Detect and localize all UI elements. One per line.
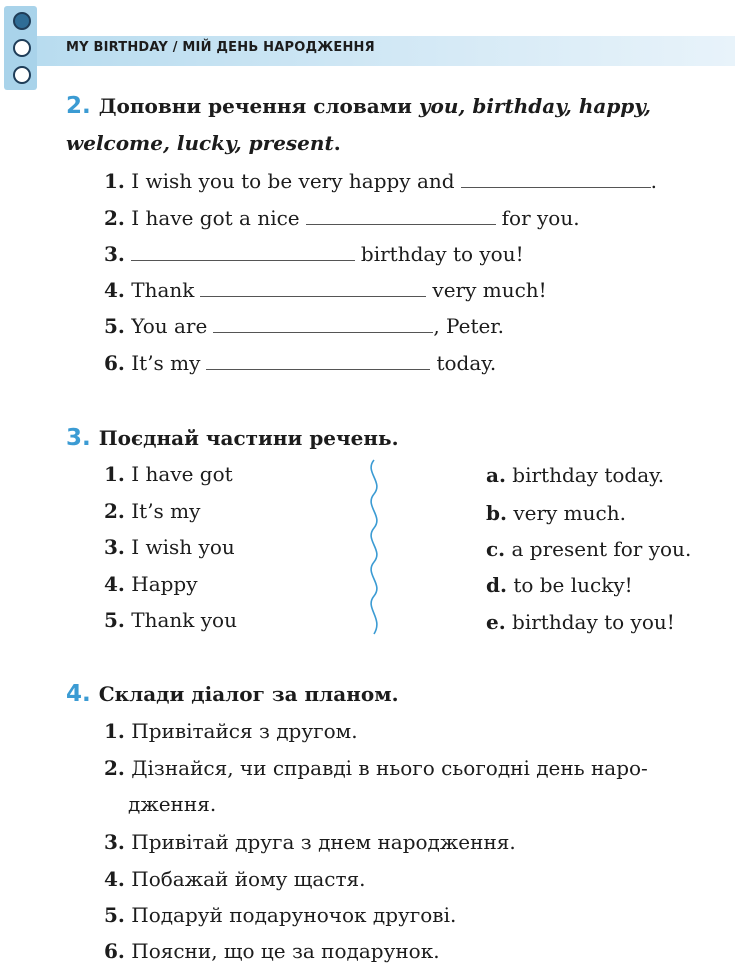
item-number: 3. <box>104 242 125 266</box>
exercise-2-number: 2. <box>66 93 91 119</box>
exercise-2-item-1 <box>104 168 657 194</box>
tab-marker-1 <box>13 12 31 30</box>
exercise-2-heading-line2: welcome, lucky, present. <box>66 131 341 155</box>
page-tab-strip <box>4 6 37 90</box>
tab-marker-3 <box>13 66 31 84</box>
match-left-2 <box>104 498 200 524</box>
item-text: Дізнайся, чи справді в нього сьогодні день наро- <box>131 756 648 780</box>
item-number: 6. <box>104 351 125 375</box>
answer-blank[interactable] <box>206 351 430 370</box>
item-letter: c. <box>486 537 506 561</box>
exercise-4-item-3 <box>104 829 516 855</box>
item-number: 5. <box>104 608 125 632</box>
item-text: дження. <box>128 792 217 816</box>
match-right-c <box>486 536 691 562</box>
match-right-b <box>486 500 626 526</box>
item-letter: a. <box>486 463 506 487</box>
exercise-2-words-1: you, birthday, happy, <box>418 94 651 118</box>
exercise-4-item-1 <box>104 718 358 744</box>
item-number: 5. <box>104 314 125 338</box>
item-text: Поясни, що це за подарунок. <box>131 939 440 963</box>
item-number: 3. <box>104 830 125 854</box>
item-number: 3. <box>104 535 125 559</box>
answer-blank[interactable] <box>461 169 651 188</box>
item-number: 1. <box>104 719 125 743</box>
item-number: 4. <box>104 278 125 302</box>
item-text-before: I have got a nice <box>131 206 300 230</box>
item-text: Побажай йому щастя. <box>131 867 366 891</box>
match-left-4 <box>104 571 198 597</box>
item-text-after: today. <box>436 351 497 375</box>
item-text-after: very much! <box>432 278 547 302</box>
answer-blank[interactable] <box>200 278 426 297</box>
item-number: 2. <box>104 756 125 780</box>
exercise-2-item-2 <box>104 205 580 231</box>
item-text-after: for you. <box>501 206 580 230</box>
exercise-3-number: 3. <box>66 425 91 451</box>
answer-blank[interactable] <box>306 206 496 225</box>
page-title: MY BIRTHDAY / МІЙ ДЕНЬ НАРОДЖЕННЯ <box>66 40 375 55</box>
exercise-4-item-6 <box>104 938 440 964</box>
exercise-4-item-4 <box>104 866 366 892</box>
item-text-before: You are <box>131 314 208 338</box>
exercise-2-item-3 <box>104 241 524 267</box>
answer-blank[interactable] <box>131 242 355 261</box>
exercise-2-item-4 <box>104 277 547 303</box>
item-text: birthday today. <box>512 463 665 487</box>
item-text: Привітайся з другом. <box>131 719 358 743</box>
item-number: 4. <box>104 572 125 596</box>
item-letter: e. <box>486 610 506 634</box>
exercise-4-item-2 <box>104 755 648 781</box>
exercise-4-heading <box>66 679 399 709</box>
item-text-before: It’s my <box>131 351 201 375</box>
item-letter: b. <box>486 501 507 525</box>
item-text-before: Thank <box>131 278 195 302</box>
item-text: very much. <box>513 501 626 525</box>
item-number: 2. <box>104 499 125 523</box>
item-text: Привітай друга з днем народження. <box>131 830 516 854</box>
item-text: Подаруй подаруночок другові. <box>131 903 457 927</box>
exercise-3-instruction: Поєднай частини речень. <box>98 426 399 450</box>
exercise-2-instruction: Доповни речення словами <box>98 94 412 118</box>
exercise-2-heading <box>66 91 651 121</box>
item-text: Thank you <box>131 608 237 632</box>
wavy-divider <box>362 458 386 638</box>
item-number: 1. <box>104 462 125 486</box>
item-text-before: I wish you to be very happy and <box>131 169 455 193</box>
exercise-4-item-2-continued <box>128 791 216 817</box>
exercise-4-item-5 <box>104 902 456 928</box>
item-text-after: , Peter. <box>433 314 505 338</box>
match-right-e <box>486 609 675 635</box>
item-text: I have got <box>131 462 233 486</box>
item-text: birthday to you! <box>512 610 675 634</box>
item-number: 6. <box>104 939 125 963</box>
match-right-a <box>486 462 664 488</box>
answer-blank[interactable] <box>213 314 433 333</box>
match-left-1 <box>104 461 233 487</box>
item-number: 4. <box>104 867 125 891</box>
exercise-2-item-6 <box>104 350 496 376</box>
item-letter: d. <box>486 573 507 597</box>
item-text: It’s my <box>131 499 201 523</box>
item-text-after: . <box>650 169 657 193</box>
match-right-d <box>486 572 633 598</box>
item-text: Happy <box>131 572 198 596</box>
tab-marker-2 <box>13 39 31 57</box>
item-text: to be lucky! <box>513 573 633 597</box>
item-number: 2. <box>104 206 125 230</box>
item-text: a present for you. <box>511 537 692 561</box>
match-left-3 <box>104 534 235 560</box>
item-text-after: birthday to you! <box>360 242 524 266</box>
exercise-4-instruction: Склади діалог за планом. <box>98 682 399 706</box>
match-left-5 <box>104 607 237 633</box>
exercise-2-words-2: welcome, lucky, present <box>66 131 334 155</box>
exercise-2-item-5 <box>104 313 504 339</box>
item-number: 1. <box>104 169 125 193</box>
exercise-3-heading <box>66 423 399 453</box>
item-number: 5. <box>104 903 125 927</box>
item-text: I wish you <box>131 535 235 559</box>
exercise-4-number: 4. <box>66 681 91 707</box>
